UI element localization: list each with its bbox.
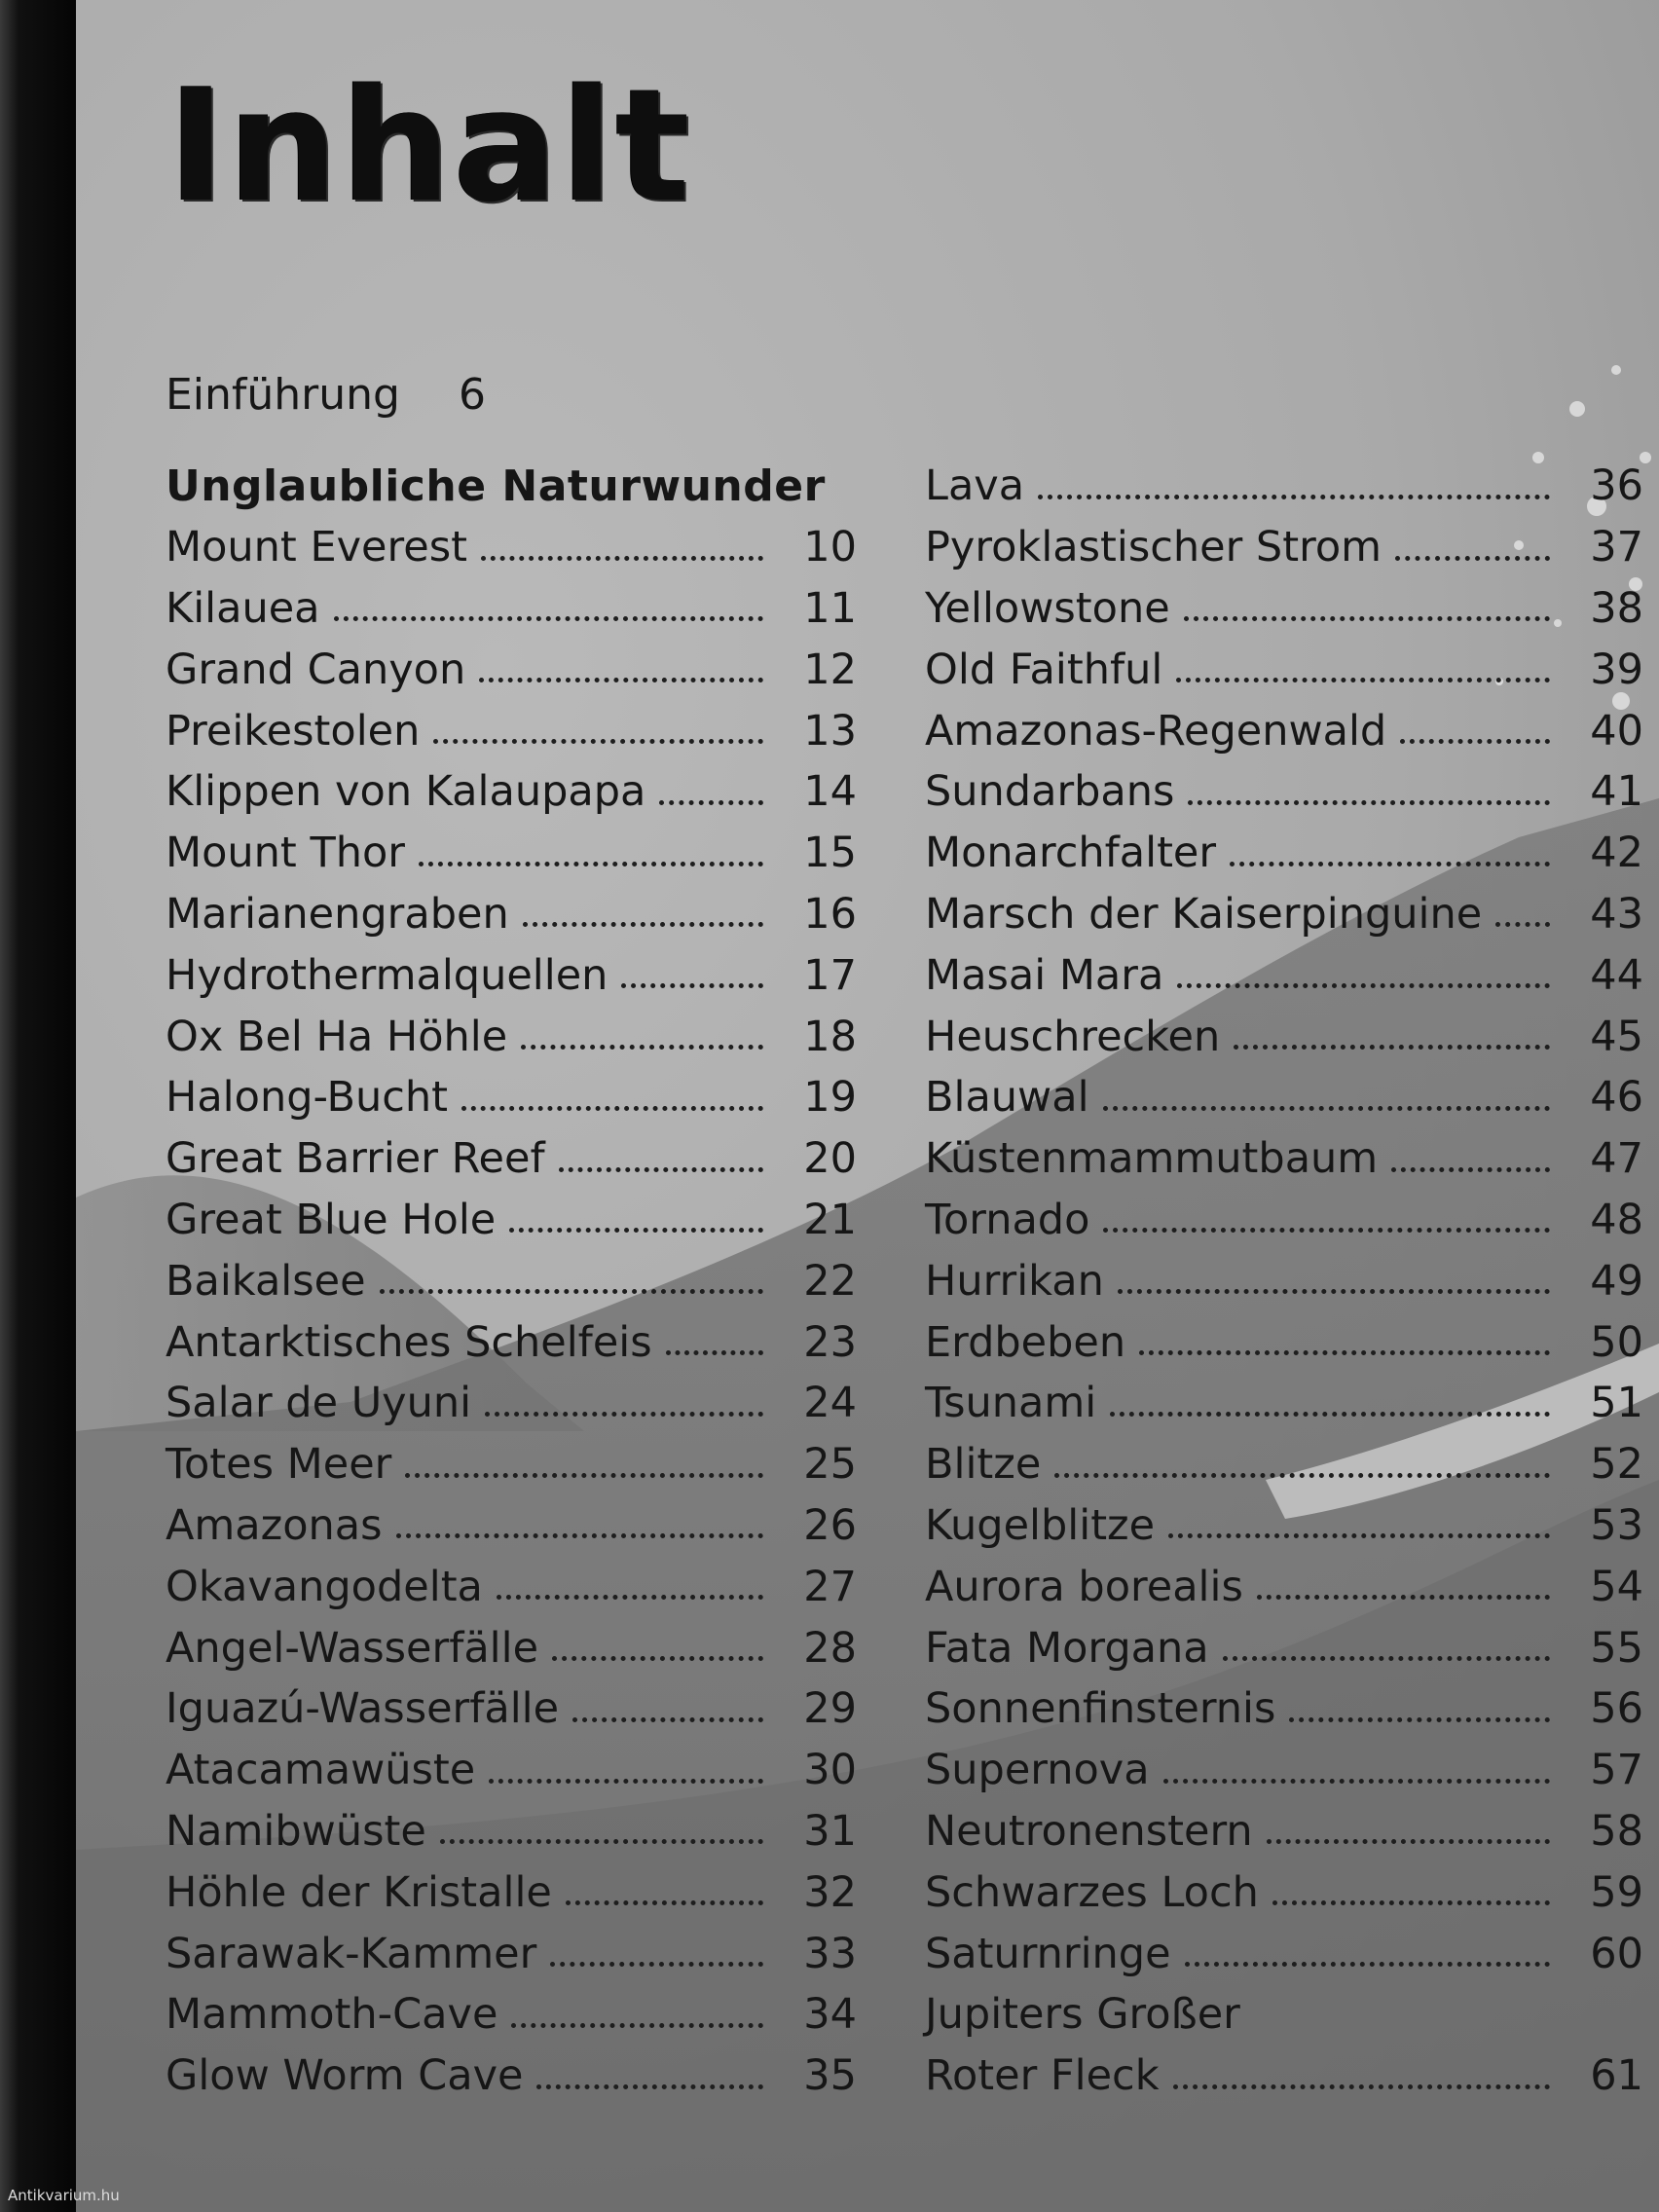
toc-entry-page: 23 (803, 1317, 857, 1367)
toc-entry-label: Mammoth-Cave (166, 1990, 498, 2040)
toc-entry-label: Angel-Wasserfälle (166, 1623, 539, 1673)
toc-entry[interactable] (166, 1923, 857, 1984)
dot-leader (1395, 556, 1550, 561)
toc-entry-page: 36 (1590, 461, 1643, 511)
toc-entry-page: 52 (1590, 1440, 1643, 1490)
dot-leader (1184, 616, 1550, 621)
toc-entry-label: Heuschrecken (925, 1012, 1221, 1061)
toc-entry-page: 44 (1590, 950, 1643, 1000)
toc-entry-label: Einführung (166, 369, 400, 420)
toc-entry-label: Antarktisches Schelfeis (166, 1317, 652, 1367)
toc-entry[interactable] (925, 1006, 1643, 1067)
toc-entry-page: 37 (1590, 523, 1643, 572)
dot-leader (509, 1228, 763, 1233)
dot-leader (1103, 1228, 1550, 1233)
toc-entry-page: 32 (803, 1867, 857, 1917)
toc-entry[interactable] (925, 1678, 1643, 1740)
toc-entry-label: Great Blue Hole (166, 1195, 497, 1244)
toc-entry-page: 33 (803, 1929, 857, 1978)
toc-entry[interactable] (166, 1067, 857, 1128)
toc-entry-label: Monarchfalter (925, 829, 1217, 878)
dot-leader (572, 1717, 763, 1722)
toc-entry-label: Grand Canyon (166, 645, 466, 694)
toc-entry-page: 51 (1590, 1379, 1643, 1428)
toc-list-right (925, 456, 1643, 2107)
dot-leader (1163, 1779, 1550, 1784)
dot-leader (621, 983, 763, 988)
toc-entry[interactable] (925, 1373, 1643, 1434)
dot-leader (1110, 1412, 1550, 1417)
toc-entry[interactable] (925, 1495, 1643, 1557)
toc-entry[interactable] (925, 1862, 1643, 1923)
toc-entry[interactable] (166, 1984, 857, 2046)
toc-entry[interactable] (166, 884, 857, 945)
toc-entry-page: 43 (1590, 889, 1643, 939)
toc-entry-label: Aurora borealis (925, 1562, 1243, 1611)
toc-entry-page: 25 (803, 1440, 857, 1490)
dot-leader (559, 1167, 763, 1172)
toc-entry-label: Lava (925, 461, 1025, 511)
toc-entry-page: 38 (1590, 583, 1643, 633)
toc-entry-label: Halong-Bucht (166, 1073, 448, 1123)
dot-leader (481, 556, 763, 561)
toc-column-left (166, 456, 857, 2107)
dot-leader (461, 1106, 763, 1111)
dot-leader (405, 1473, 763, 1478)
dot-leader (1223, 1656, 1550, 1661)
toc-entry-page: 47 (1590, 1134, 1643, 1184)
toc-entry-label: Sonnenfinsternis (925, 1684, 1276, 1734)
toc-entry-page: 41 (1590, 767, 1643, 817)
toc-entry[interactable] (166, 1311, 857, 1373)
toc-entry-label: Saturnringe (925, 1929, 1171, 1978)
toc-entry-label: Sundarbans (925, 767, 1175, 817)
toc-entry[interactable] (166, 2046, 857, 2107)
toc-entry-label: Great Barrier Reef (166, 1134, 545, 1184)
toc-entry-page: 26 (803, 1500, 857, 1550)
toc-entry[interactable] (166, 1678, 857, 1740)
toc-entry-label: Blitze (925, 1440, 1042, 1490)
toc-entry-page: 12 (803, 645, 857, 694)
toc-entry-label: Mount Thor (166, 829, 405, 878)
toc-entry-label: Marsch der Kaiserpinguine (925, 889, 1483, 939)
toc-entry-label: Okavangodelta (166, 1562, 483, 1611)
dot-leader (485, 1412, 763, 1417)
dot-leader (552, 1656, 763, 1661)
toc-entry-page: 31 (803, 1806, 857, 1856)
toc-entry[interactable] (925, 1556, 1643, 1617)
watermark-text: Antikvarium.hu (8, 2187, 120, 2204)
toc-entry[interactable] (925, 578, 1643, 640)
dot-leader (440, 1839, 763, 1844)
toc-entry-page: 53 (1590, 1500, 1643, 1550)
toc-entry-page: 20 (803, 1134, 857, 1184)
dot-leader (666, 1350, 763, 1355)
toc-entry-page: 11 (803, 583, 857, 633)
toc-entry-page: 54 (1590, 1562, 1643, 1611)
dot-leader (1495, 922, 1550, 927)
toc-entry-label: Atacamawüste (166, 1746, 476, 1795)
toc-entry[interactable] (925, 2046, 1643, 2107)
dot-leader (1234, 1045, 1550, 1050)
toc-entry-label: Salar de Uyuni (166, 1379, 472, 1428)
toc-entry-label: Jupiters Großer (925, 1990, 1240, 2040)
toc-entry[interactable] (166, 1128, 857, 1190)
toc-list-left (166, 517, 857, 2107)
toc-entry[interactable] (925, 1923, 1643, 1984)
toc-entry[interactable] (166, 1495, 857, 1557)
section-heading: Unglaubliche Naturwunder (166, 461, 826, 511)
toc-entry-label: Sarawak-Kammer (166, 1929, 537, 1978)
toc-entry[interactable] (925, 639, 1643, 700)
dot-leader (1038, 495, 1550, 499)
toc-entry[interactable] (166, 1862, 857, 1923)
toc-column-right (925, 456, 1643, 2107)
dot-leader (566, 1900, 763, 1905)
toc-entry[interactable] (925, 1311, 1643, 1373)
toc-entry-label: Klippen von Kalaupapa (166, 767, 646, 817)
toc-entry-label: Tsunami (925, 1379, 1097, 1428)
toc-entry-label: Küstenmammutbaum (925, 1134, 1379, 1184)
dot-leader (419, 862, 763, 866)
toc-entry-page: 24 (803, 1379, 857, 1428)
toc-entry[interactable] (925, 456, 1643, 517)
toc-entry-label: Kugelblitze (925, 1500, 1156, 1550)
dot-leader (536, 2084, 763, 2089)
toc-entry-label: Namibwüste (166, 1806, 426, 1856)
toc-entry-label: Supernova (925, 1746, 1150, 1795)
toc-entry[interactable] (166, 1556, 857, 1617)
toc-entry[interactable] (166, 1617, 857, 1678)
toc-entry-page: 42 (1590, 829, 1643, 878)
toc-entry-label: Amazonas-Regenwald (925, 706, 1387, 756)
dot-leader (1400, 739, 1550, 744)
dot-leader (550, 1962, 763, 1967)
toc-entry-label: Fata Morgana (925, 1623, 1209, 1673)
dot-leader (1176, 678, 1550, 682)
dot-leader (334, 616, 764, 621)
dot-leader (511, 2023, 763, 2028)
toc-entry[interactable] (925, 823, 1643, 884)
dot-leader (1188, 800, 1550, 805)
toc-entry[interactable] (166, 578, 857, 640)
dot-leader (659, 800, 763, 805)
dot-leader (1230, 862, 1550, 866)
toc-entry-label: Mount Everest (166, 523, 467, 572)
dot-leader (1289, 1717, 1550, 1722)
toc-entry-page: 14 (803, 767, 857, 817)
toc-entry-page: 27 (803, 1562, 857, 1611)
toc-entry-page: 13 (803, 706, 857, 756)
toc-entry-page: 50 (1590, 1317, 1643, 1367)
toc-entry-page: 40 (1590, 706, 1643, 756)
toc-entry-page: 56 (1590, 1684, 1643, 1734)
dot-leader (1168, 1533, 1550, 1538)
toc-entry-page: 21 (803, 1195, 857, 1244)
toc-entry-label: Hydrothermalquellen (166, 950, 608, 1000)
toc-entry[interactable] (925, 1984, 1643, 2046)
toc-entry-label: Amazonas (166, 1500, 383, 1550)
toc-entry-label: Old Faithful (925, 645, 1163, 694)
dot-leader (1185, 1962, 1550, 1967)
toc-entry[interactable] (166, 761, 857, 823)
dot-leader (497, 1595, 763, 1600)
toc-entry-label: Tornado (925, 1195, 1090, 1244)
toc-entry[interactable] (166, 1190, 857, 1251)
toc-entry[interactable] (166, 944, 857, 1006)
toc-entry-page: 19 (803, 1073, 857, 1123)
toc-entry-page: 6 (458, 369, 486, 420)
toc-entry-page: 39 (1590, 645, 1643, 694)
toc-entry-page: 35 (803, 2051, 857, 2101)
toc-entry[interactable] (166, 517, 857, 578)
dot-leader (521, 1045, 763, 1050)
toc-entry[interactable] (925, 1801, 1643, 1862)
toc-entry-page: 57 (1590, 1746, 1643, 1795)
toc-entry-page: 29 (803, 1684, 857, 1734)
toc-entry[interactable] (166, 1006, 857, 1067)
toc-entry-page: 61 (1590, 2051, 1643, 2101)
toc-entry[interactable] (166, 1434, 857, 1495)
dot-leader (1139, 1350, 1550, 1355)
toc-entry[interactable] (925, 700, 1643, 761)
toc-entry-label: Kilauea (166, 583, 320, 633)
toc-entry[interactable] (925, 1067, 1643, 1128)
toc-entry-label: Ox Bel Ha Höhle (166, 1012, 508, 1061)
toc-entry-label: Hurrikan (925, 1256, 1104, 1306)
toc-entry-label: Erdbeben (925, 1317, 1126, 1367)
toc-entry-page: 58 (1590, 1806, 1643, 1856)
toc-entry-label: Totes Meer (166, 1440, 392, 1490)
toc-entry[interactable] (925, 1617, 1643, 1678)
toc-entry[interactable] (925, 1434, 1643, 1495)
toc-entry[interactable] (925, 1740, 1643, 1801)
toc-entry-label: Schwarzes Loch (925, 1867, 1259, 1917)
toc-entry-label: Yellowstone (925, 583, 1170, 633)
toc-entry-label: Glow Worm Cave (166, 2051, 524, 2101)
toc-entry[interactable] (166, 639, 857, 700)
toc-entry-page: 55 (1590, 1623, 1643, 1673)
toc-entry[interactable] (925, 884, 1643, 945)
toc-entry-page: 45 (1590, 1012, 1643, 1061)
toc-entry[interactable] (925, 517, 1643, 578)
toc-entry-page: 18 (803, 1012, 857, 1061)
toc-entry[interactable] (925, 1250, 1643, 1311)
toc-entry[interactable] (925, 1128, 1643, 1190)
toc-entry-label: Roter Fleck (925, 2051, 1160, 2101)
toc-entry-intro[interactable] (166, 362, 857, 426)
toc-entry-page: 59 (1590, 1867, 1643, 1917)
toc-entry-page: 60 (1590, 1929, 1643, 1978)
toc-entry[interactable] (166, 823, 857, 884)
page-title: Inhalt (167, 55, 692, 237)
dot-leader (489, 1779, 763, 1784)
toc-entry-page: 30 (803, 1746, 857, 1795)
toc-entry[interactable] (166, 700, 857, 761)
dot-leader (1103, 1106, 1550, 1111)
dot-leader (1257, 1595, 1550, 1600)
toc-entry-label: Blauwal (925, 1073, 1089, 1123)
toc-entry-label: Iguazú-Wasserfälle (166, 1684, 560, 1734)
toc-entry-page: 10 (803, 523, 857, 572)
toc-entry[interactable] (925, 944, 1643, 1006)
dot-leader (1267, 1839, 1550, 1844)
dot-leader (433, 739, 763, 744)
toc-entry-page: 49 (1590, 1256, 1643, 1306)
toc-entry-label: Marianengraben (166, 889, 509, 939)
toc-entry[interactable] (166, 1801, 857, 1862)
toc-entry-label: Masai Mara (925, 950, 1164, 1000)
toc-entry-label: Höhle der Kristalle (166, 1867, 552, 1917)
toc-entry-page: 46 (1590, 1073, 1643, 1123)
dot-leader (1177, 983, 1550, 988)
dot-leader (1054, 1473, 1550, 1478)
dot-leader (1118, 1289, 1550, 1294)
dot-leader (396, 1533, 763, 1538)
dot-leader (523, 922, 763, 927)
dot-leader (1391, 1167, 1550, 1172)
dot-leader (1272, 1900, 1550, 1905)
dot-leader (380, 1289, 763, 1294)
toc-entry[interactable] (166, 1740, 857, 1801)
dot-leader (479, 678, 763, 682)
toc-entry[interactable] (925, 761, 1643, 823)
toc-entry-page: 17 (803, 950, 857, 1000)
toc-entry-label: Preikestolen (166, 706, 421, 756)
toc-entry-label: Baikalsee (166, 1256, 366, 1306)
toc-entry-page: 22 (803, 1256, 857, 1306)
dot-leader (1173, 2084, 1550, 2089)
toc-entry-page: 48 (1590, 1195, 1643, 1244)
toc-entry-page: 28 (803, 1623, 857, 1673)
toc-entry[interactable] (925, 1190, 1643, 1251)
toc-entry-page: 16 (803, 889, 857, 939)
toc-entry[interactable] (166, 1250, 857, 1311)
toc-entry-page: 34 (803, 1990, 857, 2040)
toc-entry-label: Pyroklastischer Strom (925, 523, 1382, 572)
toc-entry-label: Neutronenstern (925, 1806, 1253, 1856)
toc-entry[interactable] (166, 1373, 857, 1434)
toc-entry-page: 15 (803, 829, 857, 878)
